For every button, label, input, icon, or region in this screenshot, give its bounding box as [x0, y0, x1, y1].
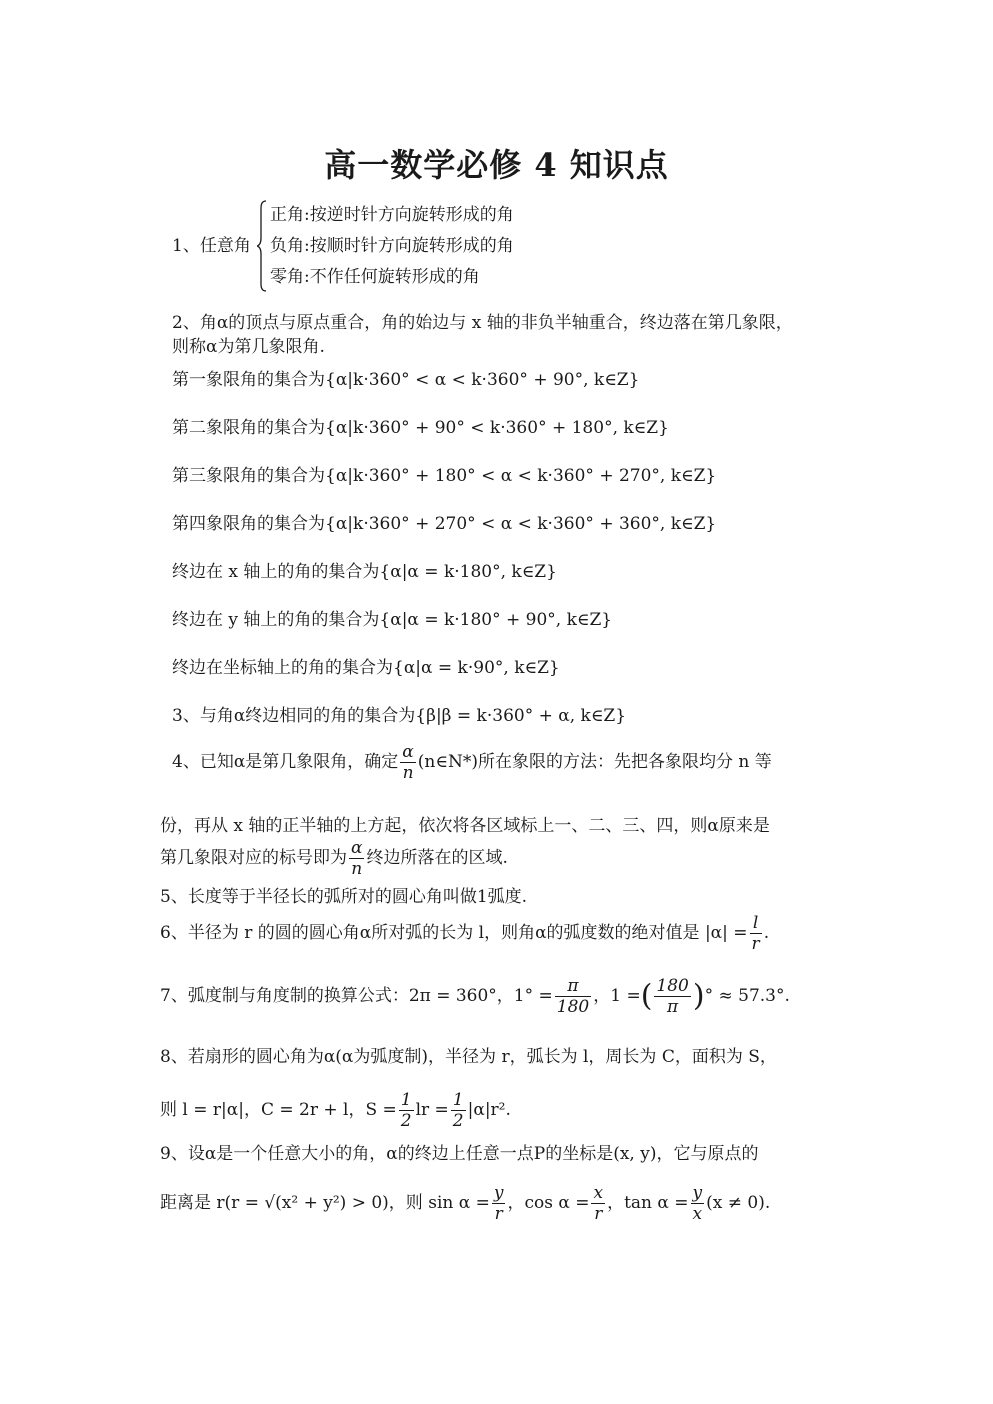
s4-line2: 份，再从 x 轴的正半轴的上方起，依次将各区域标上一、二、三、四，则α原来是 — [160, 816, 770, 836]
s9-tan-label: ，tan α = — [607, 1193, 689, 1213]
s9-cos-frac — [591, 1183, 605, 1224]
s8-line2-c: |α|r². — [467, 1100, 511, 1120]
s9-cos-num: x — [593, 1183, 604, 1203]
s4-prefix: 4、已知α是第几象限角，确定 — [172, 752, 399, 772]
s5-line: 5、长度等于半径长的弧所对的圆心角叫做1弧度. — [160, 887, 528, 907]
s7-f2-den: π — [667, 997, 679, 1017]
s6-text: 6、半径为 r 的圆的圆心角α所对弧的长为 l，则角α的弧度数的绝对值是 |α| = — [160, 923, 748, 943]
s6-den: r — [751, 934, 760, 954]
s2-x-axis: 终边在 x 轴上的角的集合为{α|α = k·180°, k∈Z} — [172, 562, 557, 582]
s8-half1 — [399, 1090, 414, 1131]
s7-suffix: ° ≈ 57.3°. — [704, 986, 790, 1006]
s1-item-positive: 正角:按逆时针方向旋转形成的角 — [270, 205, 514, 225]
s7-fraction2 — [654, 976, 690, 1017]
s4-suffix: (n∈N*)所在象限的方法：先把各象限均分 n 等 — [417, 752, 772, 772]
s8-line2-a: 则 l = r|α|，C = 2r + l，S = — [160, 1100, 397, 1120]
s4-frac-den: n — [402, 763, 414, 783]
s9-tan-end: (x ≠ 0). — [706, 1193, 771, 1213]
s2-line1: 2、角α的顶点与原点重合，角的始边与 x 轴的非负半轴重合，终边落在第几象限， — [172, 313, 793, 333]
s8-half2-num: 1 — [452, 1090, 464, 1110]
s9-cos-label: ，cos α = — [507, 1193, 590, 1213]
s1-item-negative: 负角:按顺时针方向旋转形成的角 — [270, 236, 514, 256]
s2-line2: 则称α为第几象限角. — [172, 337, 325, 357]
s8-half1-num: 1 — [400, 1090, 412, 1110]
s7-f1-num: π — [555, 976, 591, 997]
s7-line: 7、弧度制与角度制的换算公式：2π = 360°，1° = $\frac{\pi}{180}$ ，1 =( $\frac{180}{\pi}$ )° ≈ 57.3°. — [160, 976, 790, 1017]
s9-cos-den: r — [594, 1204, 603, 1224]
s7-f1-den: 180 — [556, 997, 590, 1017]
s4-frac-num: α — [402, 742, 414, 762]
s4-line3-fraction — [349, 838, 364, 879]
s4-line1 — [172, 742, 772, 783]
s6-num: l — [750, 913, 762, 934]
s4-line3-prefix: 第几象限对应的标号即为 — [160, 848, 347, 868]
s4-line3-suffix: 终边所落在的区域. — [366, 848, 508, 868]
s2-y-axis: 终边在 y 轴上的角的集合为{α|α = k·180° + 90°, k∈Z} — [172, 610, 613, 630]
s1-label: 1、任意角 — [172, 236, 251, 256]
s7-mid: ，1 = — [593, 986, 641, 1006]
page-title: 高一数学必修 4 知识点 — [324, 146, 669, 184]
s4-line3-num: α — [351, 838, 363, 858]
s4-line3 — [160, 838, 508, 879]
left-brace — [257, 200, 267, 292]
s8-half1-den: 2 — [400, 1111, 412, 1131]
s4-line3-den: n — [351, 859, 363, 879]
s9-line2-a: 距离是 r(r = √(x² + y²) > 0)，则 sin α = — [160, 1193, 490, 1213]
s8-line2-b: lr = — [415, 1100, 449, 1120]
s8-half2 — [451, 1090, 466, 1131]
s7-fraction1 — [555, 976, 591, 1017]
s9-tan-den: x — [692, 1204, 703, 1224]
s3-line: 3、与角α终边相同的角的集合为{β|β = k·360° + α, k∈Z} — [172, 706, 627, 726]
s9-tan-frac — [691, 1183, 705, 1224]
s9-sin-num: y — [493, 1183, 504, 1203]
s8-line1: 8、若扇形的圆心角为α(α为弧度制)，半径为 r，弧长为 l，周长为 C，面积为 S， — [160, 1047, 777, 1067]
s7-f2-num: 180 — [656, 976, 689, 996]
s2-quadrant3: 第三象限角的集合为{α|k·360° + 180° < α < k·360° + 270°, k∈Z} — [172, 466, 717, 486]
s2-quadrant4: 第四象限角的集合为{α|k·360° + 270° < α < k·360° + 360°, k∈Z} — [172, 514, 717, 534]
s6-line — [160, 913, 769, 954]
s4-fraction — [400, 742, 415, 783]
s6-fraction — [750, 913, 762, 954]
s9-sin-den: r — [494, 1204, 503, 1224]
s9-sin-frac — [492, 1183, 506, 1224]
s1-item-zero: 零角:不作任何旋转形成的角 — [270, 267, 480, 287]
s8-line2 — [160, 1090, 511, 1131]
s8-half2-den: 2 — [452, 1111, 464, 1131]
s9-line2 — [160, 1183, 770, 1224]
s9-line1: 9、设α是一个任意大小的角，α的终边上任意一点P的坐标是(x, y)，它与原点的 — [160, 1144, 759, 1164]
s2-quadrant2: 第二象限角的集合为{α|k·360° + 90° < k·360° + 180°, k∈Z} — [172, 418, 669, 438]
s9-tan-num: y — [692, 1183, 703, 1203]
s2-quadrant1: 第一象限角的集合为{α|k·360° < α < k·360° + 90°, k∈Z} — [172, 370, 640, 390]
s7-prefix: 7、弧度制与角度制的换算公式：2π = 360°，1° = — [160, 986, 553, 1006]
s2-axes: 终边在坐标轴上的角的集合为{α|α = k·90°, k∈Z} — [172, 658, 560, 678]
s6-end: . — [763, 923, 770, 943]
